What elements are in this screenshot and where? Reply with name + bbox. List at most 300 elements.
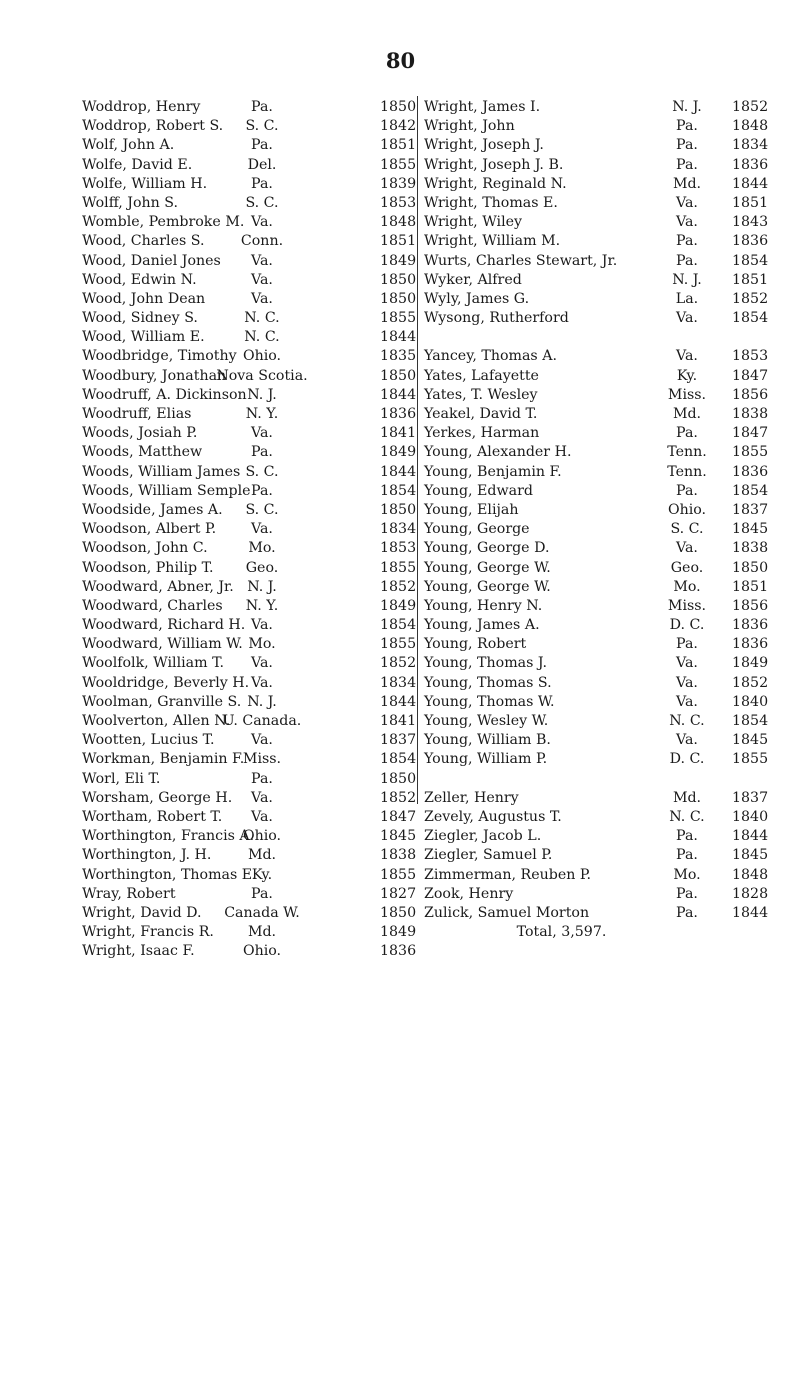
entry-name: Wolfe, David E. xyxy=(82,156,193,173)
list-item xyxy=(424,367,769,386)
list-item xyxy=(424,789,769,808)
entry-year: 1855 xyxy=(732,751,769,768)
entry-year: 1837 xyxy=(380,732,417,749)
list-item xyxy=(424,712,769,731)
list-item xyxy=(82,770,417,789)
list-item xyxy=(82,539,417,558)
list-item xyxy=(82,367,417,386)
list-item xyxy=(424,578,769,597)
list-item xyxy=(424,731,769,750)
entry-year: 1855 xyxy=(380,156,417,173)
entry-state: Pa. xyxy=(251,770,273,787)
list-item xyxy=(82,213,417,232)
entry-name: Woodbridge, Timothy xyxy=(82,348,237,365)
entry-state: Va. xyxy=(676,655,698,672)
entry-state: Pa. xyxy=(676,847,698,864)
list-item xyxy=(424,654,769,673)
entry-state: Pa. xyxy=(251,444,273,461)
list-item xyxy=(82,578,417,597)
entry-name: Young, Thomas J. xyxy=(424,655,547,672)
entry-year: 1841 xyxy=(380,713,417,729)
entry-state: N. J. xyxy=(672,271,702,288)
entry-state: S. C. xyxy=(245,118,279,135)
list-item xyxy=(424,827,769,846)
entry-year: 1850 xyxy=(380,290,417,307)
entry-name: Ziegler, Jacob L. xyxy=(424,828,542,845)
entry-state: Pa. xyxy=(676,636,698,653)
entry-state: Ky. xyxy=(676,367,698,384)
entry-name: Woodbury, Jonathan xyxy=(82,367,227,384)
entry-year: 1854 xyxy=(732,252,769,269)
list-item xyxy=(82,98,417,117)
entry-name: Woods, Matthew xyxy=(82,444,203,461)
entry-state: Pa. xyxy=(676,137,698,154)
entry-state: Mo. xyxy=(673,866,701,883)
entry-year: 1850 xyxy=(380,770,417,787)
entry-name: Ziegler, Samuel P. xyxy=(424,847,553,864)
entry-state: Md. xyxy=(672,789,702,806)
entry-name: Wood, Daniel Jones xyxy=(82,252,221,269)
entry-name: Wright, Wiley xyxy=(424,214,523,231)
entry-name: Young, George D. xyxy=(424,540,550,557)
entry-state: N. C. xyxy=(669,808,705,825)
entry-name: Wooldridge, Beverly H. xyxy=(82,674,250,691)
entry-state: Mo. xyxy=(248,636,276,653)
entry-year: 1844 xyxy=(732,175,769,192)
list-item xyxy=(82,616,417,635)
entry-state: Va. xyxy=(251,290,273,307)
entry-name: Wood, Sidney S. xyxy=(82,310,198,327)
list-item xyxy=(424,866,769,885)
entry-state: Conn. xyxy=(240,233,284,250)
entry-name: Wright, Reginald N. xyxy=(424,175,567,192)
list-item xyxy=(82,309,417,328)
list-item xyxy=(424,443,769,462)
entry-name: Woods, Josiah P. xyxy=(82,425,198,442)
entry-state: Va. xyxy=(251,789,273,806)
entry-name: Zulick, Samuel Morton xyxy=(424,904,590,921)
entry-state: Va. xyxy=(251,655,273,672)
entry-year: 1851 xyxy=(732,194,769,211)
list-item xyxy=(82,463,417,482)
list-item xyxy=(82,885,417,904)
entry-name: Young, James A. xyxy=(424,617,540,634)
entry-name: Woodward, Richard H. xyxy=(82,617,246,634)
entry-year: 1850 xyxy=(380,501,417,518)
entry-state: Pa. xyxy=(676,828,698,845)
entry-year: 1854 xyxy=(380,751,417,768)
entry-state: N. J. xyxy=(247,386,277,403)
entry-name: Yancey, Thomas A. xyxy=(424,348,557,365)
column-divider xyxy=(417,96,418,804)
entry-name: Woodside, James A. xyxy=(82,501,223,518)
entry-state: La. xyxy=(675,290,699,307)
entry-year: 1850 xyxy=(380,904,417,921)
entry-state: Va. xyxy=(251,674,273,691)
entry-name: Wyker, Alfred xyxy=(424,271,522,288)
entry-year: 1845 xyxy=(732,847,769,864)
entry-year: 1852 xyxy=(380,789,417,806)
entry-year: 1842 xyxy=(380,118,417,135)
list-item xyxy=(82,789,417,808)
entry-year: 1836 xyxy=(732,156,769,173)
entry-state: N. C. xyxy=(244,310,280,327)
entry-year: 1850 xyxy=(380,99,417,115)
entry-year: 1855 xyxy=(732,444,769,461)
list-item xyxy=(424,213,769,232)
list-item xyxy=(82,712,417,731)
entry-year: 1840 xyxy=(732,693,769,710)
entry-name: Young, Alexander H. xyxy=(424,444,572,461)
entry-year: 1856 xyxy=(732,597,769,614)
right-column xyxy=(424,98,769,942)
entry-name: Zevely, Augustus T. xyxy=(424,808,562,825)
entry-name: Young, Thomas W. xyxy=(424,693,555,710)
entry-year: 1855 xyxy=(380,559,417,576)
entry-name: Woodruff, A. Dickinson xyxy=(82,386,247,403)
entry-name: Wolff, John S. xyxy=(82,194,179,211)
list-item xyxy=(424,232,769,251)
entry-year: 1852 xyxy=(380,655,417,672)
entry-state: Va. xyxy=(251,521,273,538)
entry-year: 1853 xyxy=(732,348,769,365)
entry-year: 1847 xyxy=(732,425,769,442)
total-row xyxy=(424,923,764,942)
entry-year: 1836 xyxy=(380,406,417,422)
entry-name: Woodson, Albert P. xyxy=(82,521,217,538)
entry-year: 1849 xyxy=(732,655,769,672)
entry-state: Pa. xyxy=(251,175,273,192)
entry-year: 1851 xyxy=(380,233,417,250)
list-item xyxy=(82,846,417,865)
entry-name: Worthington, Francis A. xyxy=(82,828,255,845)
entry-state: Md. xyxy=(247,924,277,941)
list-item xyxy=(424,693,769,712)
entry-name: Young, George W. xyxy=(424,578,551,595)
entry-state: Md. xyxy=(672,175,702,192)
list-item xyxy=(424,539,769,558)
entry-name: Wright, David D. xyxy=(82,904,202,921)
entry-state: Va. xyxy=(251,425,273,442)
entry-year: 1841 xyxy=(380,425,417,442)
entry-name: Wright, Isaac F. xyxy=(82,943,195,960)
entry-state: Ohio. xyxy=(242,348,282,365)
entry-year: 1838 xyxy=(380,847,417,864)
entry-name: Woolman, Granville S. xyxy=(82,693,242,710)
entry-year: 1840 xyxy=(732,808,769,825)
list-item xyxy=(82,866,417,885)
entry-name: Woddrop, Robert S. xyxy=(82,118,224,135)
entry-state: Va. xyxy=(676,693,698,710)
entry-name: Young, Elijah xyxy=(424,501,519,518)
entry-name: Wood, Charles S. xyxy=(82,233,205,250)
entry-year: 1844 xyxy=(380,693,417,710)
left-column xyxy=(82,98,417,961)
entry-year: 1852 xyxy=(732,290,769,307)
list-item xyxy=(82,252,417,271)
list-item xyxy=(82,482,417,501)
entry-state: Pa. xyxy=(676,118,698,135)
list-item xyxy=(82,424,417,443)
entry-state: Mo. xyxy=(248,540,276,557)
list-item xyxy=(424,482,769,501)
entry-state: Va. xyxy=(676,214,698,231)
list-item xyxy=(424,347,769,366)
list-item xyxy=(82,808,417,827)
entry-name: Woodward, Abner, Jr. xyxy=(82,578,234,595)
entry-year: 1845 xyxy=(732,521,769,538)
entry-state: Va. xyxy=(676,674,698,691)
entry-year: 1854 xyxy=(732,713,769,729)
list-item xyxy=(424,405,769,424)
entry-year: 1855 xyxy=(380,310,417,327)
entry-year: 1838 xyxy=(732,540,769,557)
entry-state: Va. xyxy=(251,808,273,825)
entry-year: 1850 xyxy=(732,559,769,576)
entry-name: Young, George xyxy=(424,521,530,538)
list-item xyxy=(424,98,769,117)
entry-state: Va. xyxy=(676,732,698,749)
entry-year: 1849 xyxy=(380,444,417,461)
entry-year: 1848 xyxy=(380,214,417,231)
entry-name: Zimmerman, Reuben P. xyxy=(424,866,592,883)
list-item xyxy=(82,750,417,769)
list-item xyxy=(424,750,769,769)
entry-name: Woolfolk, William T. xyxy=(82,655,224,672)
entry-state: Nova Scotia. xyxy=(216,367,308,384)
list-item xyxy=(424,674,769,693)
entry-year: 1855 xyxy=(380,636,417,653)
entry-year: 1849 xyxy=(380,252,417,269)
entry-name: Worsham, George H. xyxy=(82,789,233,806)
entry-name: Wood, Edwin N. xyxy=(82,271,197,288)
list-item xyxy=(82,117,417,136)
entry-year: 1844 xyxy=(732,904,769,921)
entry-name: Worl, Eli T. xyxy=(82,770,161,787)
entry-name: Young, Edward xyxy=(424,482,533,499)
entry-name: Wood, John Dean xyxy=(82,290,206,307)
entry-state: Ky. xyxy=(251,866,273,883)
entry-name: Young, Robert xyxy=(424,636,527,653)
list-item xyxy=(82,559,417,578)
entry-state: Pa. xyxy=(676,425,698,442)
list-item xyxy=(424,904,769,923)
entry-state: N. Y. xyxy=(245,597,279,614)
entry-state: N. C. xyxy=(669,713,705,729)
list-item xyxy=(82,156,417,175)
entry-state: Del. xyxy=(247,156,277,173)
entry-year: 1835 xyxy=(380,348,417,365)
entry-year: 1851 xyxy=(732,271,769,288)
entry-name: Yates, Lafayette xyxy=(424,367,539,384)
entry-state: Pa. xyxy=(676,885,698,902)
entry-year: 1852 xyxy=(380,578,417,595)
entry-year: 1827 xyxy=(380,885,417,902)
entry-state: Pa. xyxy=(676,252,698,269)
entry-year: 1847 xyxy=(732,367,769,384)
list-item xyxy=(424,597,769,616)
entry-state: Pa. xyxy=(251,885,273,902)
list-item xyxy=(424,252,769,271)
entry-year: 1852 xyxy=(732,99,769,115)
entry-name: Workman, Benjamin F. xyxy=(82,751,245,768)
list-item xyxy=(424,808,769,827)
entry-state: Pa. xyxy=(251,137,273,154)
entry-name: Worthington, Thomas E. xyxy=(82,866,257,883)
entry-name: Woodson, Philip T. xyxy=(82,559,214,576)
entry-name: Womble, Pembroke M. xyxy=(82,214,245,231)
list-item xyxy=(82,674,417,693)
entry-year: 1834 xyxy=(380,674,417,691)
list-item xyxy=(82,635,417,654)
entry-state: S. C. xyxy=(670,521,704,538)
entry-year: 1848 xyxy=(732,866,769,883)
list-item xyxy=(424,616,769,635)
entry-name: Wyly, James G. xyxy=(424,290,530,307)
list-item xyxy=(82,904,417,923)
entry-name: Young, George W. xyxy=(424,559,551,576)
entry-year: 1844 xyxy=(380,329,417,346)
list-item xyxy=(424,328,764,347)
list-item xyxy=(82,271,417,290)
entry-name: Young, Wesley W. xyxy=(424,713,549,729)
list-item xyxy=(82,923,417,942)
entry-state: Va. xyxy=(251,732,273,749)
total-count: Total, 3,597. xyxy=(516,924,607,941)
entry-state: S. C. xyxy=(245,463,279,480)
list-item xyxy=(82,501,417,520)
list-item xyxy=(82,290,417,309)
entry-name: Wysong, Rutherford xyxy=(424,310,569,327)
entry-year: 1834 xyxy=(732,137,769,154)
list-item xyxy=(424,635,769,654)
entry-year: 1837 xyxy=(732,789,769,806)
list-item xyxy=(82,654,417,673)
entry-year: 1845 xyxy=(380,828,417,845)
entry-year: 1836 xyxy=(732,233,769,250)
list-item xyxy=(82,194,417,213)
entry-year: 1850 xyxy=(380,271,417,288)
entry-state: Va. xyxy=(251,617,273,634)
entry-year: 1852 xyxy=(732,674,769,691)
entry-year: 1853 xyxy=(380,194,417,211)
entry-state: Pa. xyxy=(676,482,698,499)
entry-state: U. Canada. xyxy=(222,713,302,729)
list-item xyxy=(424,194,769,213)
list-item xyxy=(424,290,769,309)
entry-state: N. J. xyxy=(247,578,277,595)
entry-state: Va. xyxy=(676,194,698,211)
entry-state: Ohio. xyxy=(667,501,707,518)
entry-name: Wolfe, William H. xyxy=(82,175,208,192)
list-item xyxy=(424,846,769,865)
entry-state: Va. xyxy=(676,348,698,365)
entry-state: Md. xyxy=(672,406,702,422)
entry-state: N. J. xyxy=(672,99,702,115)
entry-name: Young, William P. xyxy=(424,751,548,768)
list-item xyxy=(82,347,417,366)
entry-state: S. C. xyxy=(245,194,279,211)
entry-state: Tenn. xyxy=(667,444,707,461)
entry-year: 1847 xyxy=(380,808,417,825)
entry-year: 1838 xyxy=(732,406,769,422)
entry-name: Wortham, Robert T. xyxy=(82,808,223,825)
list-item xyxy=(82,520,417,539)
entry-year: 1854 xyxy=(380,617,417,634)
entry-name: Woodson, John C. xyxy=(82,540,208,557)
entry-year: 1836 xyxy=(732,463,769,480)
entry-name: Woodruff, Elias xyxy=(82,406,192,422)
entry-state: Tenn. xyxy=(667,463,707,480)
list-item xyxy=(424,386,769,405)
entry-year: 1849 xyxy=(380,597,417,614)
entry-name: Woolverton, Allen N. xyxy=(82,713,231,729)
list-item xyxy=(424,424,769,443)
entry-year: 1839 xyxy=(380,175,417,192)
entry-state: N. Y. xyxy=(245,406,279,422)
list-item xyxy=(82,405,417,424)
entry-name: Wright, Joseph J. B. xyxy=(424,156,564,173)
entry-name: Yerkes, Harman xyxy=(424,425,540,442)
entry-state: Canada W. xyxy=(224,904,300,921)
entry-state: Pa. xyxy=(251,482,273,499)
entry-name: Wurts, Charles Stewart, Jr. xyxy=(424,252,618,269)
entry-year: 1828 xyxy=(732,885,769,902)
entry-year: 1856 xyxy=(732,386,769,403)
entry-name: Yeakel, David T. xyxy=(424,406,538,422)
entry-year: 1837 xyxy=(732,501,769,518)
list-item xyxy=(82,175,417,194)
entry-name: Wright, James I. xyxy=(424,99,541,115)
entry-state: Geo. xyxy=(670,559,704,576)
entry-year: 1834 xyxy=(380,521,417,538)
entry-name: Wootten, Lucius T. xyxy=(82,732,215,749)
list-item xyxy=(82,597,417,616)
entry-year: 1836 xyxy=(732,636,769,653)
entry-year: 1836 xyxy=(732,617,769,634)
entry-year: 1844 xyxy=(732,828,769,845)
entry-name: Woodward, Charles xyxy=(82,597,223,614)
entry-year: 1849 xyxy=(380,924,417,941)
entry-state: Ohio. xyxy=(242,828,282,845)
entry-name: Young, Thomas S. xyxy=(424,674,552,691)
entry-name: Woddrop, Henry xyxy=(82,99,201,115)
entry-year: 1853 xyxy=(380,540,417,557)
entry-year: 1854 xyxy=(732,310,769,327)
entry-name: Zeller, Henry xyxy=(424,789,519,806)
entry-year: 1844 xyxy=(380,386,417,403)
entry-year: 1854 xyxy=(380,482,417,499)
list-item xyxy=(424,770,764,789)
entry-year: 1848 xyxy=(732,118,769,135)
entry-state: Pa. xyxy=(251,99,273,115)
list-item xyxy=(82,136,417,155)
entry-year: 1851 xyxy=(732,578,769,595)
entry-name: Woods, William Semple xyxy=(82,482,251,499)
entry-state: Va. xyxy=(676,310,698,327)
entry-name: Wray, Robert xyxy=(82,885,176,902)
entry-name: Wright, Joseph J. xyxy=(424,137,544,154)
entry-name: Worthington, J. H. xyxy=(82,847,212,864)
list-item xyxy=(82,942,417,961)
list-item xyxy=(424,136,769,155)
entry-state: Va. xyxy=(251,252,273,269)
list-item xyxy=(424,559,769,578)
entry-state: D. C. xyxy=(669,751,705,768)
list-item xyxy=(82,386,417,405)
entry-state: N. J. xyxy=(247,693,277,710)
entry-state: Pa. xyxy=(676,904,698,921)
